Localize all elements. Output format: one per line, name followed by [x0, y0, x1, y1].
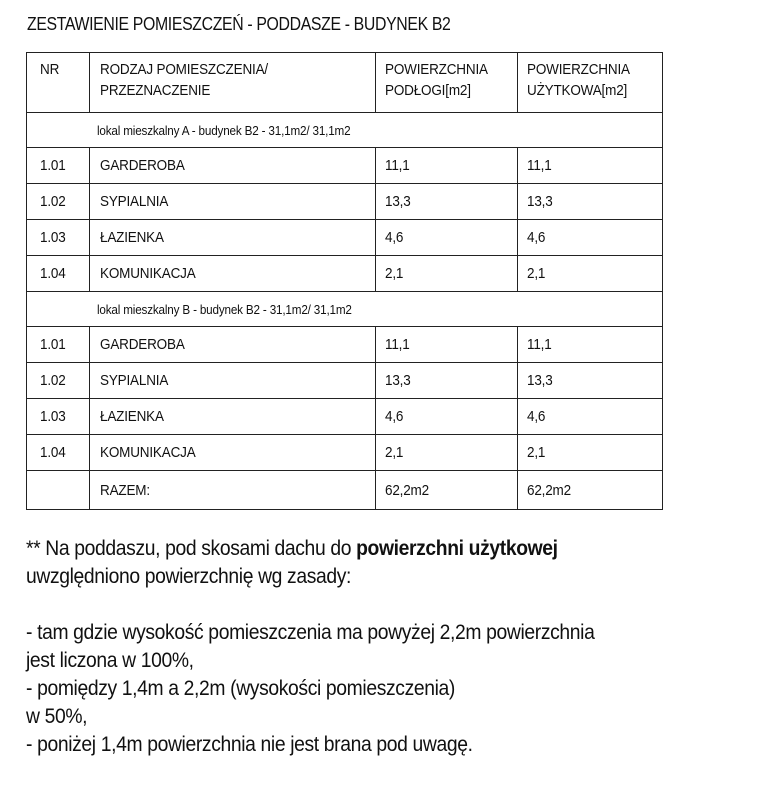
table-row [27, 220, 663, 256]
group-row-a [27, 113, 663, 148]
table-row [27, 256, 663, 292]
group-label: lokal mieszkalny B - budynek B2 - 31,1m2/ 31,1m2 [97, 301, 352, 317]
note-bold-term: powierzchni użytkowej [356, 537, 558, 560]
room-nr: 1.01 [40, 336, 66, 353]
note-line: - pomiędzy 1,4m a 2,2m (wysokości pomieszczenia) [26, 677, 456, 700]
total-floor-area: 62,2m2 [385, 481, 429, 499]
table-row [27, 363, 663, 399]
floor-area: 4,6 [385, 229, 404, 246]
header-floor-area: POWIERZCHNIA PODŁOGI[m2] [376, 53, 518, 113]
room-name: SYPIALNIA [100, 372, 169, 389]
header-usable-area: POWIERZCHNIA UŻYTKOWA[m2] [518, 53, 663, 113]
usable-area: 2,1 [527, 265, 546, 282]
floor-area: 13,3 [385, 372, 411, 389]
area-calculation-note [26, 535, 756, 759]
usable-area: 11,1 [527, 336, 552, 353]
note-line: uwzględniono powierzchnię wg zasady: [26, 565, 352, 588]
floor-area: 11,1 [385, 336, 410, 353]
room-name: SYPIALNIA [100, 193, 169, 210]
total-label: RAZEM: [100, 481, 150, 499]
table-row [27, 184, 663, 220]
table-row [27, 148, 663, 184]
table-header-row [27, 53, 663, 113]
document-title: ZESTAWIENIE POMIESZCZEŃ - PODDASZE - BUDYNEK B2 [27, 14, 451, 34]
room-name: GARDEROBA [100, 157, 185, 174]
floor-area: 2,1 [385, 444, 404, 461]
room-name: KOMUNIKACJA [100, 444, 196, 461]
usable-area: 11,1 [527, 157, 552, 174]
total-row [27, 471, 663, 510]
room-nr: 1.04 [40, 444, 66, 461]
rooms-table [26, 52, 663, 510]
usable-area: 4,6 [527, 408, 546, 425]
note-line: - poniżej 1,4m powierzchnia nie jest brana pod uwagę. [26, 733, 473, 756]
table-row [27, 327, 663, 363]
floor-area: 2,1 [385, 265, 404, 282]
note-line: w 50%, [26, 705, 88, 728]
table-row [27, 435, 663, 471]
room-nr: 1.02 [40, 372, 66, 389]
room-nr: 1.02 [40, 193, 66, 210]
room-nr: 1.01 [40, 157, 66, 174]
group-row-b [27, 292, 663, 327]
usable-area: 13,3 [527, 193, 553, 210]
total-usable-area: 62,2m2 [527, 481, 571, 499]
room-name: KOMUNIKACJA [100, 265, 196, 282]
usable-area: 2,1 [527, 444, 546, 461]
room-name: ŁAZIENKA [100, 229, 164, 246]
room-nr: 1.04 [40, 265, 66, 282]
header-nr: NR [27, 53, 90, 113]
note-line: jest liczona w 100%, [26, 649, 194, 672]
floor-area: 11,1 [385, 157, 410, 174]
room-nr: 1.03 [40, 408, 66, 425]
room-name: ŁAZIENKA [100, 408, 164, 425]
usable-area: 13,3 [527, 372, 553, 389]
table-row [27, 399, 663, 435]
header-room-type: RODZAJ POMIESZCZENIA/ PRZEZNACZENIE [90, 53, 376, 113]
room-name: GARDEROBA [100, 336, 185, 353]
room-nr: 1.03 [40, 229, 66, 246]
floor-area: 4,6 [385, 408, 404, 425]
floor-area: 13,3 [385, 193, 411, 210]
group-label: lokal mieszkalny A - budynek B2 - 31,1m2/ 31,1m2 [97, 122, 351, 138]
note-line: - tam gdzie wysokość pomieszczenia ma powyżej 2,2m powierzchnia [26, 621, 595, 644]
usable-area: 4,6 [527, 229, 546, 246]
note-line: ** Na poddaszu, pod skosami dachu do powierzchni użytkowej [26, 537, 558, 560]
